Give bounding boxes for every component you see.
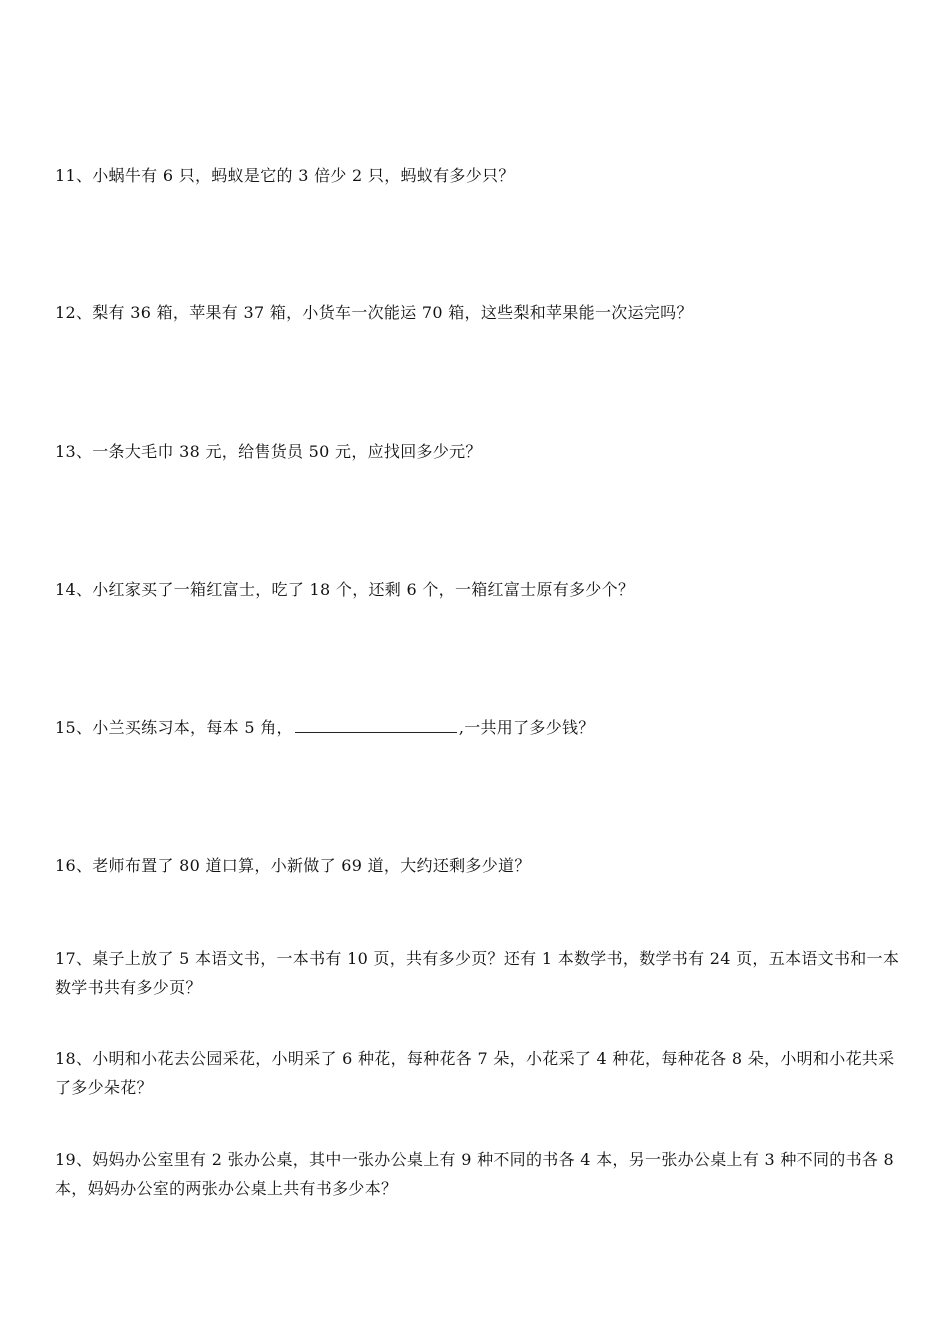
problem-16-text: 16、老师布置了 80 道口算，小新做了 69 道，大约还剩多少道？ <box>55 856 531 875</box>
problem-14-text: 14、小红家买了一箱红富士，吃了 18 个，还剩 6 个，一箱红富士原有多少个？ <box>55 580 635 599</box>
problem-19-text: 19、妈妈办公室里有 2 张办公桌，其中一张办公桌上有 9 种不同的书各 4 本，另一张办公桌上有 3 种不同的书各 8 本，妈妈办公室的两张办公桌上共有书多少本？ <box>55 1150 895 1198</box>
problem-11-text: 11、小蜗牛有 6 只，蚂蚁是它的 3 倍少 2 只，蚂蚁有多少只？ <box>55 166 515 185</box>
problem-18 <box>55 1044 900 1102</box>
problem-11 <box>55 161 900 190</box>
problem-12-text: 12、梨有 36 箱，苹果有 37 箱，小货车一次能运 70 箱，这些梨和苹果能一次运完吗？ <box>55 303 693 322</box>
problem-15-text-after: ,一共用了多少钱？ <box>458 718 595 737</box>
answer-blank[interactable] <box>295 716 457 733</box>
problem-12 <box>55 298 900 327</box>
problem-16 <box>55 851 900 880</box>
problem-17 <box>55 944 900 1002</box>
problem-19 <box>55 1145 900 1203</box>
problem-15-text-before: 15、小兰买练习本，每本 5 角， <box>55 718 293 737</box>
problem-13 <box>55 437 900 466</box>
problem-14 <box>55 575 900 604</box>
problem-13-text: 13、一条大毛巾 38 元，给售货员 50 元，应找回多少元？ <box>55 442 482 461</box>
problem-15 <box>55 713 900 742</box>
problem-18-text: 18、小明和小花去公园采花，小明采了 6 种花，每种花各 7 朵，小花采了 4 种花，每种花各 8 朵，小明和小花共采了多少朵花？ <box>55 1049 895 1097</box>
problem-17-text: 17、桌子上放了 5 本语文书，一本书有 10 页，共有多少页？还有 1 本数学书，数学书有 24 页，五本语文书和一本数学书共有多少页？ <box>55 949 900 997</box>
